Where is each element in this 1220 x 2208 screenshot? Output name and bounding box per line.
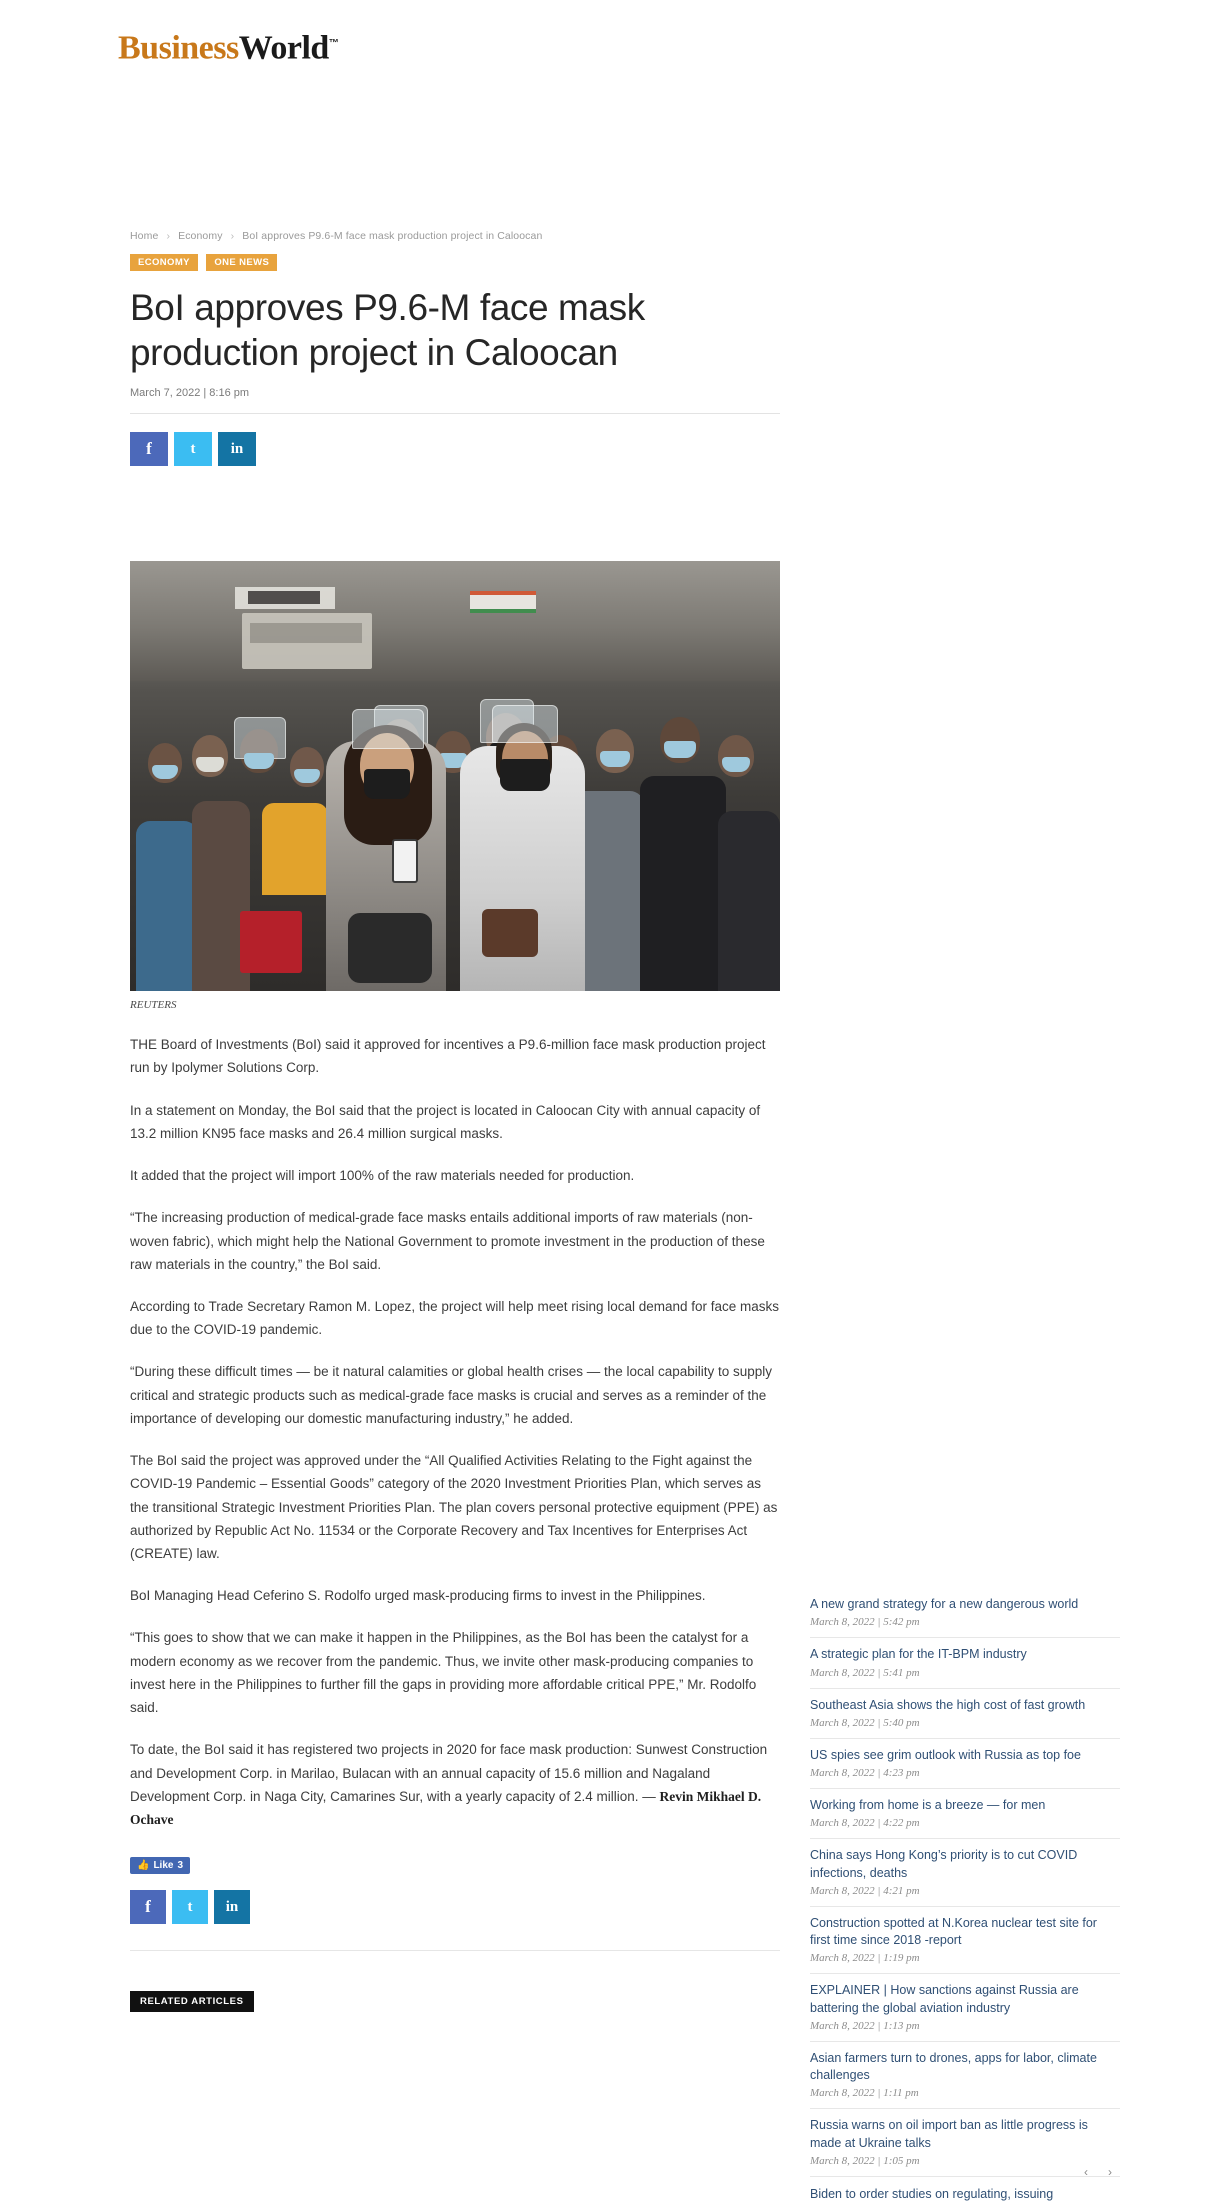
list-item[interactable] <box>810 1974 1120 2042</box>
article-figure <box>130 561 780 1011</box>
article-paragraph: In a statement on Monday, the BoI said that the project is located in Caloocan City with annual capacity of 13.2 million KN95 face masks and 26.4 million surgical masks. <box>130 1102 761 1141</box>
sidebar-latest-news-list <box>810 1596 1120 2177</box>
list-item-date: March 8, 2022 | 4:21 pm <box>810 1884 920 1897</box>
logo-trademark: ™ <box>328 38 339 49</box>
list-item-date: March 8, 2022 | 1:13 pm <box>810 2019 920 2032</box>
final-paragraph-text: To date, the BoI said it has registered two projects in 2020 for face mask production: Sunwest Construction and Development Corp. in Marilao, Bulacan with an annual capacity of 15.6 million and Nagaland Development Corp. in Naga City, Camarines Sur, with a yearly capacity of 2.4 million. — <box>130 1742 768 1804</box>
businessworld-logo[interactable] <box>118 22 398 70</box>
share-button-group-bottom <box>130 1890 780 1951</box>
photo-credit: REUTERS <box>130 999 177 1012</box>
photo-crowd <box>130 651 780 991</box>
thumbs-up-icon: 👍 <box>137 1860 150 1872</box>
list-item-title[interactable]: A strategic plan for the IT-BPM industry <box>810 1647 1027 1662</box>
list-item-title[interactable]: Working from home is a breeze — for men <box>810 1798 1046 1812</box>
list-item-date: March 8, 2022 | 1:19 pm <box>810 1952 920 1965</box>
breadcrumb-item-home[interactable]: Home <box>130 230 159 242</box>
list-item[interactable] <box>810 1789 1120 1839</box>
logo-world-text: World <box>238 29 329 67</box>
list-item-date: March 8, 2022 | 5:41 pm <box>810 1666 920 1679</box>
linkedin-share-button[interactable]: in <box>218 432 256 466</box>
category-tag-list <box>130 252 780 271</box>
list-item[interactable] <box>810 1907 1120 1975</box>
list-item[interactable] <box>810 2042 1120 2110</box>
article-paragraph: “During these difficult times — be it natural calamities or global health crises — the local capability to supply critical and strategic products such as medical-grade face masks is crucial and serves as a reminder of the importance of developing our domestic manufacturing industry,” he added. <box>130 1364 773 1426</box>
article-paragraph: “This goes to show that we can make it happen in the Philippines, as the BoI has been the catalyst for a modern economy as we recover from the pandemic. Thus, we invite other mask-producing companies to invest here in the Philippines to further fill the gaps in providing more affordable critical PPE,” Mr. Rodolfo said. <box>130 1630 757 1716</box>
list-item[interactable] <box>810 1739 1120 1789</box>
list-item-title[interactable]: EXPLAINER | How sanctions against Russia are battering the global aviation industry <box>810 1983 1079 2015</box>
photo-person-yellow-top <box>262 803 328 895</box>
list-item-date: March 8, 2022 | 1:11 pm <box>810 2087 919 2100</box>
category-tag-one-news[interactable]: ONE NEWS <box>206 254 277 271</box>
list-item-title[interactable]: Southeast Asia shows the high cost of fast growth <box>810 1697 1086 1712</box>
article-paragraph-final <box>130 1738 780 1831</box>
list-item-title[interactable]: Asian farmers turn to drones, apps for labor, climate challenges <box>810 2050 1097 2082</box>
photo-bag-black <box>348 913 432 983</box>
list-item-title[interactable]: US spies see grim outlook with Russia as top foe <box>810 1747 1081 1762</box>
list-item-title[interactable]: Russia warns on oil import ban as little progress is made at Ukraine talks <box>810 2118 1088 2150</box>
facebook-like-button[interactable] <box>130 1857 190 1874</box>
article-paragraph: “The increasing production of medical-grade face masks entails additional imports of raw materials (non-woven fabric), which might help the National Government to promote investment in the production of these raw materials in the country,” the BoI said. <box>130 1210 765 1272</box>
article-column <box>130 230 780 2012</box>
photo-bag-red <box>240 911 302 973</box>
breadcrumb-separator-icon: › <box>166 230 171 242</box>
linkedin-share-button[interactable]: in <box>214 1890 250 1924</box>
article-paragraph: BoI Managing Head Ceferino S. Rodolfo urged mask-producing firms to invest in the Philippines. <box>130 1588 706 1604</box>
category-tag-economy[interactable]: ECONOMY <box>130 254 198 271</box>
photo-bag-brown <box>482 909 538 957</box>
photo-sign-dark <box>248 591 320 604</box>
photo-sign-convenience-store <box>470 591 536 613</box>
list-item-date: March 8, 2022 | 4:23 pm <box>810 1767 920 1779</box>
carousel-next-icon[interactable]: › <box>1108 2165 1112 2179</box>
twitter-share-button[interactable]: t <box>174 432 212 466</box>
article-photo <box>130 561 780 991</box>
photo-phone <box>392 839 418 883</box>
page-title: BoI approves P9.6-M face mask production project in Caloocan <box>130 287 645 374</box>
facebook-share-button[interactable]: f <box>130 432 168 466</box>
sidebar-partial-item[interactable] <box>810 2186 1120 2202</box>
site-masthead[interactable] <box>118 22 398 66</box>
article-body <box>130 1033 780 1831</box>
article-paragraph: The BoI said the project was approved under the “All Qualified Activities Relating to the Fight against the COVID-19 Pandemic – Essential Goods” category of the 2020 Investment Priorities Plan, which serves as the transitional Strategic Investment Priorities Plan. The plan covers personal protective equipment (PPE) as authorized by Republic Act No. 11534 or the Corporate Recovery and Tax Incentives for Enterprises Act (CREATE) law. <box>130 1453 778 1561</box>
facebook-share-button[interactable]: f <box>130 1890 166 1924</box>
list-item[interactable] <box>810 1638 1120 1688</box>
breadcrumb-item-economy[interactable]: Economy <box>178 230 223 242</box>
breadcrumb-separator-icon: › <box>230 230 235 242</box>
twitter-share-button[interactable]: t <box>172 1890 208 1924</box>
article-paragraph: THE Board of Investments (BoI) said it approved for incentives a P9.6-million face mask production project run by Ipolymer Solutions Corp. <box>130 1037 766 1076</box>
facebook-like-row <box>130 1855 780 1874</box>
facebook-like-label: Like <box>153 1860 174 1872</box>
sidebar-carousel-nav <box>1054 2162 1120 2182</box>
article-paragraph: According to Trade Secretary Ramon M. Lopez, the project will help meet rising local demand for face masks due to the COVID-19 pandemic. <box>130 1299 780 1338</box>
article-timestamp: March 7, 2022 | 8:16 pm <box>130 387 780 414</box>
facebook-like-count: 3 <box>177 1860 184 1872</box>
list-item[interactable] <box>810 1839 1120 1907</box>
list-item-title[interactable]: Construction spotted at N.Korea nuclear test site for first time since 2018 -report <box>810 1915 1097 1947</box>
article-byline: Revin Mikhael D. Ochave <box>130 1788 762 1827</box>
related-articles-heading: RELATED ARTICLES <box>130 1991 254 2012</box>
breadcrumb <box>130 230 780 242</box>
list-item[interactable] <box>810 1689 1120 1739</box>
logo-business-text: Business <box>118 29 239 67</box>
list-item-date: March 8, 2022 | 4:22 pm <box>810 1817 920 1830</box>
breadcrumb-item-current: BoI approves P9.6-M face mask production project in Caloocan <box>242 230 543 242</box>
carousel-prev-icon[interactable]: ‹ <box>1084 2165 1088 2179</box>
list-item-date: March 8, 2022 | 5:40 pm <box>810 1716 920 1729</box>
list-item-title[interactable]: China says Hong Kong’s priority is to cut COVID infections, deaths <box>810 1848 1078 1880</box>
article-paragraph: It added that the project will import 100% of the raw materials needed for production. <box>130 1168 635 1184</box>
list-item-title[interactable]: Biden to order studies on regulating, issuing <box>810 2187 1054 2201</box>
list-item-title[interactable]: A new grand strategy for a new dangerous world <box>810 1597 1079 1611</box>
list-item[interactable] <box>810 1596 1120 1638</box>
list-item-date: March 8, 2022 | 5:42 pm <box>810 1616 920 1629</box>
share-button-group-top <box>130 432 780 466</box>
list-item-date: March 8, 2022 | 1:05 pm <box>810 2154 920 2167</box>
